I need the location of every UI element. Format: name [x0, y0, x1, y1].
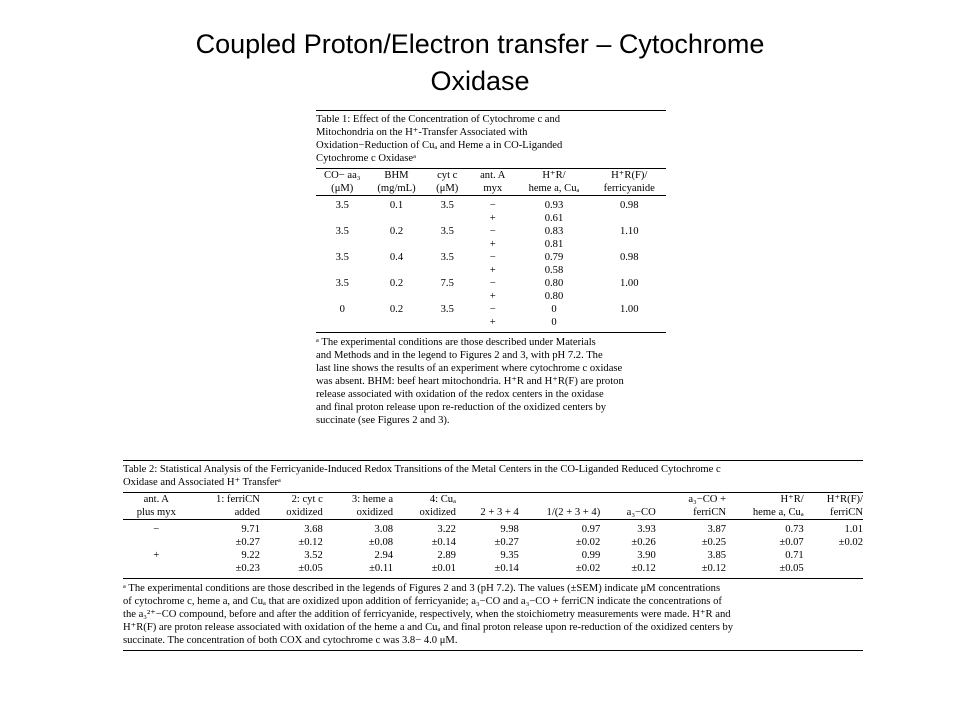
table1-cell: 1.00 — [619, 304, 639, 315]
table2-bottom-rule — [123, 650, 863, 651]
table2-cell: 0.99 — [581, 550, 601, 561]
table2-cell: 3.93 — [637, 524, 656, 535]
table1-footnote-line: ᵃ The experimental conditions are those described under Materials — [316, 337, 596, 348]
table1-col-header: H⁺R(F)/ — [611, 170, 648, 181]
table2-col-header: oxidized — [419, 507, 456, 518]
table1-cell: 3.5 — [440, 226, 454, 237]
table2-col-header: plus myx — [136, 507, 176, 518]
table2-col-header: ant. A — [143, 494, 169, 505]
table2-col-header: 2 + 3 + 4 — [480, 507, 519, 518]
table2-cell: 3.52 — [304, 550, 323, 561]
table2-cell: ±0.08 — [368, 537, 394, 548]
table2-col-header: oxidized — [286, 507, 323, 518]
table2-header-row-bottom — [123, 506, 863, 519]
table1-caption-line: Mitochondria on the H⁺-Transfer Associated with — [316, 127, 528, 138]
table1-cell: 3.5 — [440, 200, 454, 211]
table1-cell — [425, 212, 471, 225]
table2-cell: 1.01 — [844, 524, 863, 535]
table1-cell: 3.5 — [440, 252, 454, 263]
table1-cell: 0.1 — [389, 200, 404, 211]
table1-cell: 0 — [551, 317, 557, 328]
table2-cell: ±0.25 — [701, 537, 727, 548]
table1-cell: 3.5 — [335, 278, 349, 289]
table1-col-header: heme a, Cuₐ — [528, 183, 580, 194]
table2-footnote-line: ᵃ The experimental conditions are those described in the legends of Figures 2 and 3 (pH 7.2). The values (±SEM) indicate μM concentrations — [123, 583, 721, 594]
table2-col-header: H⁺R/ — [780, 494, 804, 505]
table2-cell: − — [153, 524, 160, 535]
table1-footnote-line: was absent. BHM: beef heart mitochondria. H⁺R and H⁺R(F) are proton — [316, 376, 624, 387]
table2-cell: ±0.23 — [235, 563, 260, 574]
table2-cell: ±0.27 — [494, 537, 519, 548]
table2 — [123, 460, 863, 651]
table1-header-row-top — [316, 169, 666, 182]
table1-row — [316, 196, 666, 212]
table2-cell: + — [153, 550, 160, 561]
table1-caption-line: Oxidation−Reduction of Cuₐ and Heme a in CO-Liganded — [316, 140, 563, 151]
slide-title — [130, 26, 830, 100]
table1-col-header: (mg/mL) — [377, 183, 416, 194]
table2-cell: ±0.05 — [298, 563, 323, 574]
table1-cell — [369, 212, 425, 225]
table1-cell: + — [489, 265, 496, 276]
table1-cell — [593, 316, 667, 332]
table1-cell — [425, 238, 471, 251]
table1-cell — [425, 290, 471, 303]
table2-cell: ±0.11 — [369, 563, 394, 574]
table2-cell: ±0.01 — [431, 563, 456, 574]
table1-cell — [369, 290, 425, 303]
table2-cell: ±0.02 — [838, 537, 863, 548]
table2-cell: ±0.07 — [779, 537, 804, 548]
table2-row — [123, 549, 863, 562]
table2-footer-rule — [123, 578, 863, 579]
table1-col-header: (μM) — [331, 183, 354, 194]
table2-row — [123, 562, 863, 578]
table2-cell: ±0.02 — [575, 563, 601, 574]
slide-title-line1: Coupled Proton/Electron transfer – Cytochrome — [195, 29, 765, 59]
table2-cell: 0.71 — [785, 550, 804, 561]
table2-footnote-line: succinate. The concentration of both COX and cytochrome c was 3.8− 4.0 μM. — [123, 635, 458, 646]
table2-body — [123, 520, 863, 578]
table1-cell — [593, 264, 667, 277]
table1-footnote-line: and final proton release upon re-reduction of the oxidized centers by — [316, 402, 607, 413]
table2-cell: 3.85 — [707, 550, 727, 561]
table2-cell: 9.22 — [241, 550, 260, 561]
table1-cell: 0.79 — [544, 252, 564, 263]
table1-row — [316, 290, 666, 303]
table2-top-rule — [123, 460, 863, 461]
table1-row — [316, 212, 666, 225]
table2-cell: ±0.27 — [235, 537, 260, 548]
table1-footer-rule — [316, 332, 666, 333]
table1-cell: 3.5 — [440, 304, 454, 315]
table1-cell: 1.00 — [619, 278, 639, 289]
table1-cell: + — [489, 291, 496, 302]
table2-cell: 2.89 — [437, 550, 456, 561]
table1-cell — [316, 238, 369, 251]
table2-cell — [804, 549, 863, 562]
table1-footnote-line: release associated with oxidation of the redox centers in the oxidase — [316, 389, 604, 400]
table1-cell: − — [489, 304, 496, 315]
table2-col-header — [456, 493, 519, 506]
table1-cell — [369, 264, 425, 277]
table2-footnote-line: the a₃²⁺−CO compound, before and after the addition of ferricyanide, respectively, when the stoichiometry measurements were made. H⁺R and — [123, 609, 731, 620]
table2-cell — [123, 562, 190, 578]
table2-col-header — [600, 493, 656, 506]
table2-cell: 3.08 — [374, 524, 394, 535]
table2-col-header: 1: ferriCN — [216, 494, 260, 505]
table2-cell: ±0.12 — [631, 563, 656, 574]
table1-cell: + — [489, 213, 496, 224]
table2-caption-line: Oxidase and Associated H⁺ Transferᵃ — [123, 477, 281, 488]
table2-caption — [123, 463, 863, 489]
table2-cell: ±0.12 — [701, 563, 727, 574]
table1-cell — [316, 264, 369, 277]
table2-col-header: 3: heme a — [351, 494, 394, 505]
table2-footnote-line: H⁺R(F) are proton release associated with oxidation of the heme a and Cuₐ and final proton release upon re-reduction of the oxidized centers by — [123, 622, 734, 633]
table2-cell: ±0.26 — [631, 537, 656, 548]
table1-col-header: ant. A — [480, 170, 506, 181]
table1-cell: 3.5 — [335, 252, 349, 263]
table2-cell: 2.94 — [374, 550, 394, 561]
table2-cell: 3.87 — [707, 524, 727, 535]
table1-col-header: cyt c — [437, 170, 458, 181]
table1-row — [316, 238, 666, 251]
table2-col-header: a₃−CO — [626, 507, 656, 518]
table1-cell — [593, 290, 667, 303]
table2-col-header: 1/(2 + 3 + 4) — [546, 507, 601, 518]
table2-cell: ±0.14 — [431, 537, 456, 548]
table2-cell — [123, 536, 190, 549]
table2-col-header: 2: cyt c — [291, 494, 323, 505]
table1-caption-line: Table 1: Effect of the Concentration of Cytochrome c and — [316, 114, 561, 125]
table1-caption — [316, 113, 666, 165]
table2-footnote — [123, 582, 863, 647]
table1-header-row-bottom — [316, 182, 666, 195]
table2-col-header: oxidized — [356, 507, 394, 518]
table1-row — [316, 277, 666, 290]
table1-cell — [369, 316, 425, 332]
table1-cell: 0.58 — [544, 265, 564, 276]
table1-col-header: myx — [483, 183, 503, 194]
table1-cell: 0.98 — [619, 200, 639, 211]
table1-cell: − — [489, 226, 496, 237]
table2-col-header: heme a, Cuₐ — [752, 507, 804, 518]
table1-cell: 0.61 — [544, 213, 564, 224]
table2-footnote-line: of cytochrome c, heme a, and Cuₐ that are oxidized upon addition of ferricyanide; a₃−CO and a₃−CO + ferriCN indicate the concentrations of — [123, 596, 722, 607]
table2-cell: 9.35 — [500, 550, 519, 561]
table1-footnote — [316, 336, 666, 427]
table1-cell: 0.80 — [544, 291, 564, 302]
table2-row — [123, 536, 863, 549]
table1-cell: 3.5 — [335, 200, 349, 211]
table1-cell: 7.5 — [440, 278, 454, 289]
table2-col-header: ferriCN — [693, 507, 727, 518]
table2-cell: 3.22 — [437, 524, 456, 535]
table1-col-header: H⁺R/ — [542, 170, 566, 181]
table1-cell: 0.98 — [619, 252, 639, 263]
table1-cell — [425, 264, 471, 277]
table1-cell: 1.10 — [619, 226, 639, 237]
table2-col-header: a₃−CO + — [688, 494, 727, 505]
table1-top-rule — [316, 110, 666, 111]
table2-cell: ±0.02 — [575, 537, 601, 548]
table1-cell: − — [489, 278, 496, 289]
table2-col-header: H⁺R(F)/ — [826, 494, 863, 505]
table1-cell — [593, 238, 667, 251]
table1-col-header: CO− aa₃ — [324, 170, 361, 181]
table1-cell: 0.2 — [389, 278, 404, 289]
table1-body — [316, 196, 666, 332]
table1-cell: + — [489, 317, 496, 328]
table1 — [316, 110, 666, 427]
table1-footnote-line: and Methods and in the legend to Figures 2 and 3, with pH 7.2. The — [316, 350, 603, 361]
table1-col-header: BHM — [384, 170, 409, 181]
table1-grid — [316, 169, 666, 332]
table1-row — [316, 303, 666, 316]
table2-col-header — [519, 493, 600, 506]
table1-cell: 0.83 — [544, 226, 564, 237]
table2-cell: 0.73 — [785, 524, 804, 535]
table1-cell: 3.5 — [335, 226, 349, 237]
table1-cell: − — [489, 200, 496, 211]
table1-footnote-line: last line shows the results of an experiment where cytochrome c oxidase — [316, 363, 623, 374]
table1-cell: 0.2 — [389, 304, 404, 315]
table1-cell: 0 — [339, 304, 345, 315]
table1-cell: 0.2 — [389, 226, 404, 237]
table1-cell — [316, 212, 369, 225]
table1-row — [316, 225, 666, 238]
table1-row — [316, 316, 666, 332]
table1-cell — [593, 212, 667, 225]
table1-row — [316, 251, 666, 264]
table2-col-header: 4: Cuₐ — [429, 494, 456, 505]
table2-cell: 3.68 — [304, 524, 323, 535]
table1-cell: 0.93 — [544, 200, 564, 211]
table2-col-header: ferriCN — [830, 507, 863, 518]
table1-cell — [316, 290, 369, 303]
table2-cell: 0.97 — [581, 524, 601, 535]
table1-footnote-line: succinate (see Figures 2 and 3). — [316, 415, 450, 426]
table2-col-header: added — [234, 507, 260, 518]
table1-caption-line: Cytochrome c Oxidaseᵃ — [316, 153, 416, 164]
table2-cell — [804, 562, 863, 578]
table2-row — [123, 520, 863, 536]
table1-col-header: (μM) — [436, 183, 459, 194]
table1-cell: − — [489, 252, 496, 263]
table1-cell: 0 — [551, 304, 557, 315]
table2-cell: 9.98 — [500, 524, 519, 535]
table2-caption-line: Table 2: Statistical Analysis of the Ferricyanide-Induced Redox Transitions of the Metal Centers in the CO-Liganded Reduced Cytochrome c — [123, 464, 721, 475]
table1-cell: 0.80 — [544, 278, 564, 289]
table1-col-header: ferricyanide — [603, 183, 655, 194]
table1-cell: 0.4 — [389, 252, 404, 263]
table1-cell — [369, 238, 425, 251]
table2-cell: ±0.14 — [494, 563, 519, 574]
table1-cell — [316, 316, 369, 332]
table1-row — [316, 264, 666, 277]
table2-cell: 9.71 — [241, 524, 260, 535]
table1-cell: + — [489, 239, 496, 250]
table1-cell: 0.81 — [544, 239, 564, 250]
table2-cell: ±0.12 — [298, 537, 323, 548]
table2-cell: 3.90 — [637, 550, 656, 561]
table2-header-row-top — [123, 493, 863, 506]
slide-title-line2: Oxidase — [430, 66, 530, 96]
table2-cell: ±0.05 — [779, 563, 804, 574]
table1-cell — [425, 316, 471, 332]
table2-grid — [123, 493, 863, 578]
